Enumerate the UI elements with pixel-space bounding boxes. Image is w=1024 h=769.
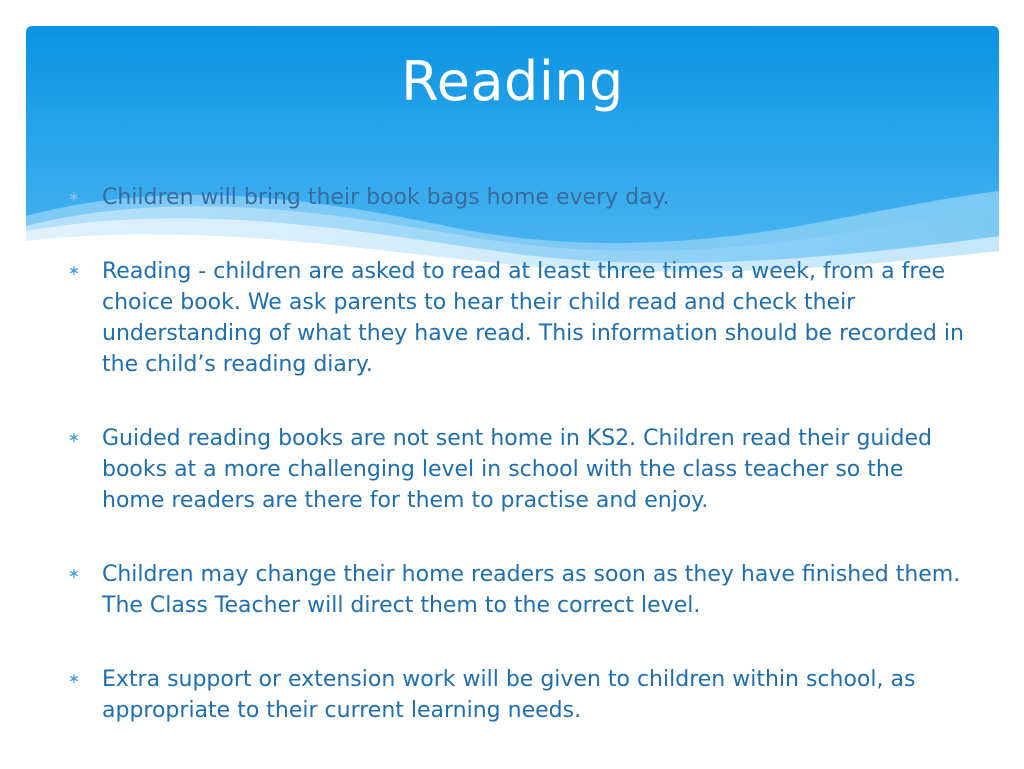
- bullet-text: Children will bring their book bags home every day.: [102, 185, 670, 210]
- bullet-item: [68, 423, 968, 516]
- bullet-item: [68, 182, 968, 213]
- bullet-item: [68, 664, 968, 726]
- bullet-marker: ∗: [68, 671, 80, 687]
- bullet-list: [68, 182, 968, 769]
- bullet-marker: ∗: [68, 189, 80, 205]
- bullet-item: [68, 256, 968, 380]
- bullet-text: Guided reading books are not sent home in KS2. Children read their guided books at a more challenging level in school with the class teacher so the home readers are there for them to practise and enjoy.: [102, 426, 932, 513]
- slide-title: Reading: [401, 50, 624, 113]
- bullet-text: Children may change their home readers as soon as they have finished them. The Class Teacher will direct them to the correct level.: [102, 562, 961, 618]
- bullet-text: Reading - children are asked to read at least three times a week, from a free choice book. We ask parents to hear their child read and check their understanding of what they have read. This information should be recorded in the child’s reading diary.: [102, 259, 964, 377]
- bullet-marker: ∗: [68, 263, 80, 279]
- bullet-text: Extra support or extension work will be given to children within school, as appropriate to their current learning needs.: [102, 667, 916, 723]
- bullet-item: [68, 559, 968, 621]
- bullet-marker: ∗: [68, 566, 80, 582]
- bullet-marker: ∗: [68, 430, 80, 446]
